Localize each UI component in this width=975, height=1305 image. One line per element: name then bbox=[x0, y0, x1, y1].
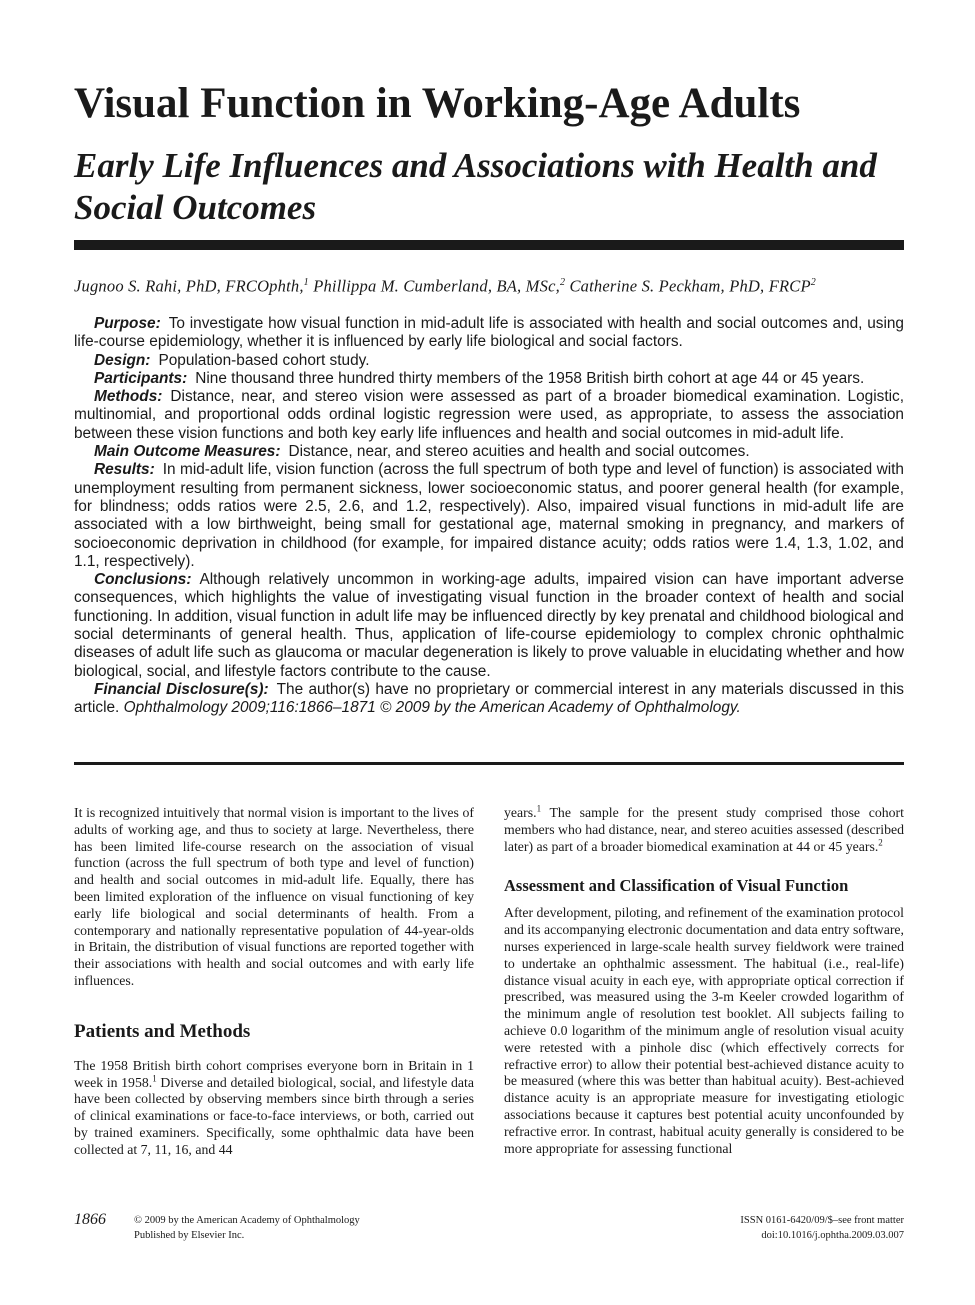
abstract-purpose bbox=[74, 315, 904, 352]
abstract-divider bbox=[74, 762, 904, 765]
publisher-line: Published by Elsevier Inc. bbox=[134, 1229, 245, 1241]
section-heading-patients-methods: Patients and Methods bbox=[74, 1020, 251, 1042]
patients-paragraph bbox=[74, 1058, 474, 1159]
abstract-design bbox=[74, 352, 904, 370]
abstract bbox=[74, 315, 904, 718]
abstract-label: Financial Disclosure(s): bbox=[94, 680, 269, 698]
page-number: 1866 bbox=[74, 1211, 106, 1228]
abstract-results bbox=[74, 461, 904, 571]
doi-line: doi:10.1016/j.ophtha.2009.03.007 bbox=[761, 1229, 904, 1241]
abstract-label: Results: bbox=[94, 461, 155, 479]
paragraph-text: The sample for the present study comprised those cohort members who had distance, near, and stereo acuities assessed (described later) as part of a broader biomedical examination at 44 or 45 years. bbox=[504, 805, 904, 854]
assessment-paragraph: After development, piloting, and refinement of the examination protocol and its accompanying electronic documentation and data entry software, nurses experienced in large-scale health survey fieldwork were trained to undertake an ophthalmic assessment. The habitual (i.e., real-life) distance visual acuity in each eye, with appropriate optical correction if prescribed, was measured using the 3-m Keeler crowded logarithm of the minimum angle of resolution test booklet. All subjects failing to achieve 0.0 logarithm of the minimum angle of resolution visual acuity were retested with a pinhole disc (which effectively corrects for refractive error) to allow their potential best-achieved distance acuity to be measured (where this was better than habitual acuity). Best-achieved distance acuity is an appropriate measure for investigating etiologic associations because it captures best potential acuity unconfounded by refractive error. In contrast, habitual acuity generally is considered to be more appropriate for assessing functional bbox=[504, 905, 904, 1156]
citation-ref: 1 bbox=[152, 1072, 157, 1083]
abstract-label: Design: bbox=[94, 351, 151, 369]
abstract-label: Main Outcome Measures: bbox=[94, 443, 281, 461]
author-affiliation: 2 bbox=[559, 277, 566, 288]
abstract-text: Distance, near, and stereo vision were assessed as part of a broader biomedical examination. Logistic, multinomial, and proportional odds ordinal logistic regression were used, as appropriate, to assess the association between these vision functions and both key early life influences and health and social outcomes in mid-adult life. bbox=[74, 388, 904, 442]
abstract-label: Conclusions: bbox=[94, 571, 192, 589]
abstract-label: Participants: bbox=[94, 369, 188, 387]
paragraph-text: Diverse and detailed biological, social, and lifestyle data have been collected by observing members since birth through a series of clinical examinations or face-to-face interviews, or both, carried out by trained examiners. Specifically, some ophthalmic data have been collected at 7, 11, 16, and 44 bbox=[74, 1074, 474, 1157]
author-name: Jugnoo S. Rahi, PhD, FRCOphth, bbox=[74, 276, 304, 296]
section-heading-assessment: Assessment and Classification of Visual Function bbox=[504, 876, 849, 896]
copyright-line: © 2009 by the American Academy of Ophthalmology bbox=[134, 1215, 360, 1226]
abstract-text: The author(s) have no proprietary or commercial interest in any materials discussed in this article. bbox=[74, 680, 904, 717]
issn-line: ISSN 0161-6420/09/$–see front matter bbox=[740, 1215, 904, 1226]
article-title: Visual Function in Working-Age Adults bbox=[74, 80, 801, 127]
title-divider bbox=[74, 240, 904, 250]
abstract-text: To investigate how visual function in mid-adult life is associated with health and social outcomes and, using life-course epidemiology, whether it is influenced by early life biological and social factors. bbox=[74, 315, 904, 351]
paragraph-text: The 1958 British birth cohort comprises everyone born in Britain in 1 week in 1958. bbox=[74, 1057, 474, 1090]
abstract-conclusions bbox=[74, 571, 904, 681]
citation-ref: 2 bbox=[878, 837, 883, 847]
footer-identifiers bbox=[740, 1214, 904, 1243]
article-subtitle: Early Life Influences and Associations with Health and Social Outcomes bbox=[74, 146, 877, 227]
abstract-text: Nine thousand three hundred thirty members of the 1958 British birth cohort at age 44 or 45 years. bbox=[195, 369, 865, 387]
abstract-text: Population-based cohort study. bbox=[158, 351, 370, 369]
abstract-text: Distance, near, and stereo acuities and health and social outcomes. bbox=[288, 443, 750, 461]
author-affiliation: 1 bbox=[303, 277, 309, 288]
paragraph-text: years. bbox=[504, 805, 537, 820]
citation-ref: 1 bbox=[536, 803, 542, 814]
abstract-disclosure bbox=[74, 681, 904, 718]
abstract-label: Methods: bbox=[94, 388, 163, 406]
author-list bbox=[74, 272, 914, 298]
footer-copyright bbox=[134, 1214, 360, 1243]
journal-citation: Ophthalmology 2009;116:1866–1871 © 2009 by the American Academy of Ophthalmology. bbox=[123, 699, 741, 717]
abstract-text: In mid-adult life, vision function (across the full spectrum of both type and level of function) is associated with unemployment resulting from permanent sickness, lower socioeconomic status, and poorer general health (for example, for blindness; odds ratios were 2.5, 2.6, and 1.2, respectively). Also, impaired visual functions in mid-adult life are associated with a low birthweight, being small for gestational age, maternal smoking in pregnancy, and markers of socioeconomic deprivation in childhood (for example, for impaired distance acuity; odds ratios were 1.4, 1.3, 1.02, and 1.1, respectively). bbox=[74, 461, 904, 570]
author-name: Catherine S. Peckham, PhD, FRCP bbox=[569, 276, 811, 296]
author-affiliation: 2 bbox=[810, 277, 816, 288]
abstract-text: Although relatively uncommon in working-age adults, impaired vision can have important adverse consequences, which highlights the value of investigating visual function in the broader context of health and social functioning. In addition, visual function in adult life may be influenced directly by key prenatal and childhood biological and social determinants of general health. Thus, application of life-course epidemiology to complex chronic ophthalmic diseases of adult life such as glaucoma or macular degeneration is likely to prove valuable in elucidating whether and how biological, social, and lifestyle factors contribute to the cause. bbox=[74, 571, 904, 680]
abstract-participants bbox=[74, 370, 904, 388]
intro-paragraph: It is recognized intuitively that normal vision is important to the lives of adults of working age, and thus to society at large. Nevertheless, there has been limited life-course research on the association of visual function (across the full spectrum of both type and level of function) and health and social outcomes in mid-adult life. Equally, there has been limited exploration of the influence on visual functioning of key early life biological and social determinants of health. From a contemporary and nationally representative population of 44-year-olds in Britain, the distribution of visual functions are reported together with their associations with health and social outcomes and with early life influences. bbox=[74, 805, 474, 988]
abstract-label: Purpose: bbox=[94, 315, 161, 332]
right-column bbox=[504, 805, 904, 1157]
left-column bbox=[74, 805, 474, 1159]
abstract-main-outcome bbox=[74, 443, 904, 461]
abstract-methods bbox=[74, 388, 904, 443]
sample-paragraph bbox=[504, 805, 904, 855]
author-name: Phillippa M. Cumberland, BA, MSc, bbox=[313, 276, 560, 296]
